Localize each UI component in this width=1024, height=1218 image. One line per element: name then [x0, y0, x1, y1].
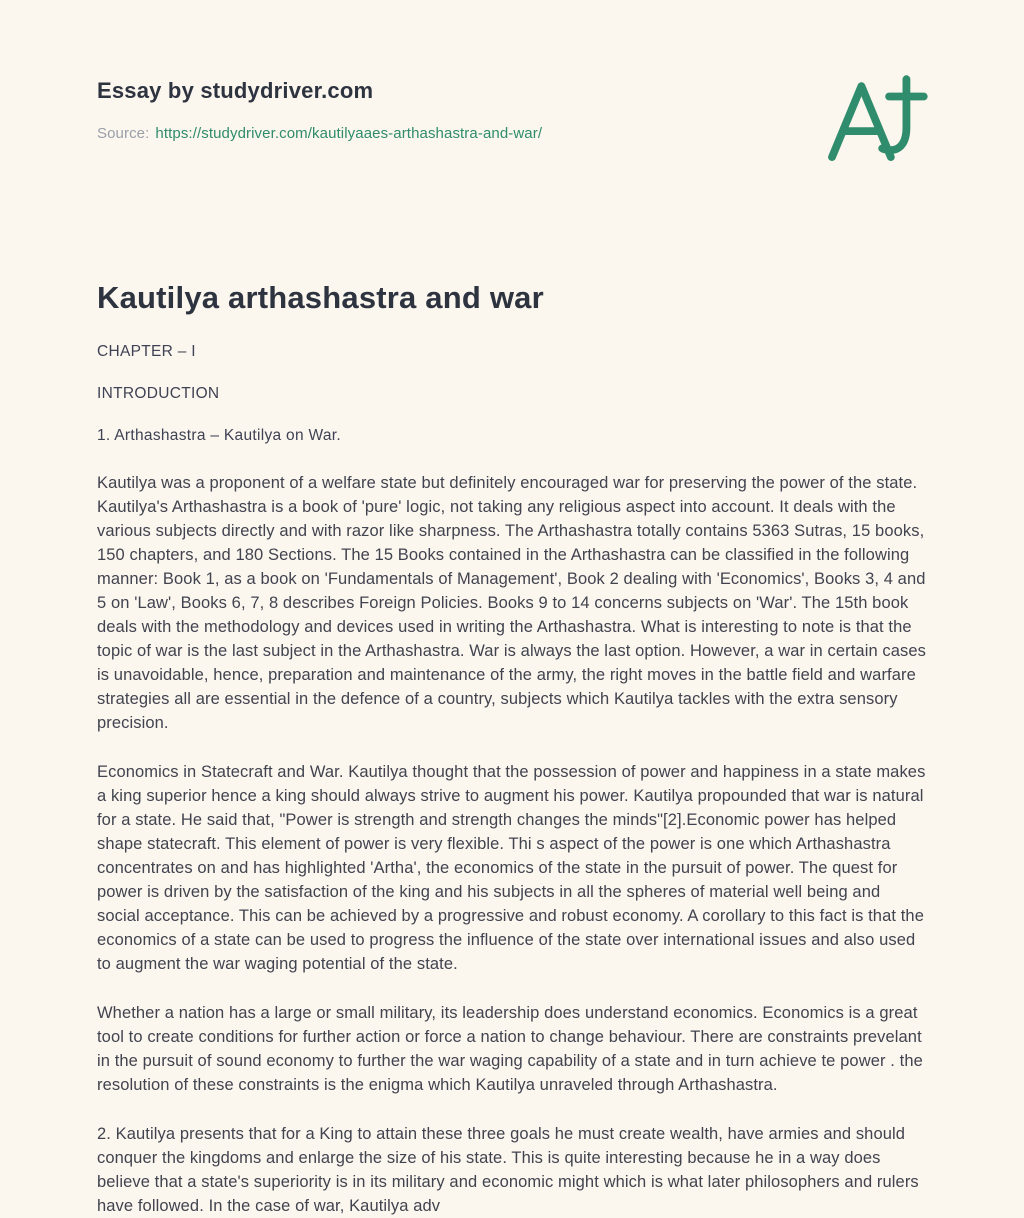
- essay-title: Kautilya arthashastra and war: [97, 280, 544, 315]
- document-body: [97, 280, 927, 1218]
- source-label: Source:: [97, 125, 150, 142]
- section-heading: 1. Arthashastra – Kautilya on War.: [97, 427, 341, 444]
- paragraph-3: Whether a nation has a large or small military, its leadership does understand economics. Economics is a great tool to create conditions for further action or force a nation to change behaviour. There are constraints prevelant in the pursuit of sound economy to further the war waging capability of a state and in turn achieve te power . the resolution of these constraints is the enigma which Kautilya unraveled through Arthashastra.: [97, 1004, 923, 1094]
- studydriver-logo-icon: [825, 74, 929, 164]
- source-url-link[interactable]: https://studydriver.com/kautilyaaes-arthashastra-and-war/: [155, 125, 543, 142]
- source-line: [97, 125, 542, 142]
- byline: Essay by studydriver.com: [97, 78, 374, 103]
- page-header: [97, 78, 927, 164]
- header-text: [97, 78, 542, 142]
- paragraph-2: Economics in Statecraft and War. Kautilya thought that the possession of power and happiness in a state makes a king superior hence a king should always strive to augment his power. Kautilya propounded that war is natural for a state. He said that, "Power is strength and strength changes the minds"[2].Economic power has helped shape statecraft. This element of power is very flexible. Thi s aspect of the power is one which Arthashastra concentrates on and has highlighted 'Artha', the economics of the state in the pursuit of power. The quest for power is driven by the satisfaction of the king and his subjects in all the spheres of material well being and social acceptance. This can be achieved by a progressive and robust economy. A corollary to this fact is that the economics of a state can be used to progress the influence of the state over international issues and also used to augment the war waging potential of the state.: [97, 763, 926, 973]
- chapter-line: CHAPTER – I: [97, 343, 196, 360]
- paragraph-4: 2. Kautilya presents that for a King to attain these three goals he must create wealth, have armies and should conquer the kingdoms and enlarge the size of his state. This is quite interesting because he in a way does believe that a state's superiority is in its military and economic might which is what later philosophers and rulers have followed. In the case of war, Kautilya adv: [97, 1125, 919, 1215]
- paragraph-1: Kautilya was a proponent of a welfare state but definitely encouraged war for preserving the power of the state. Kautilya's Arthashastra is a book of 'pure' logic, not taking any religious aspect into account. It deals with the various subjects directly and with razor like sharpness. The Arthashastra totally contains 5363 Sutras, 15 books, 150 chapters, and 180 Sections. The 15 Books contained in the Arthashastra can be classified in the following manner: Book 1, as a book on 'Fundamentals of Management', Book 2 dealing with 'Economics', Books 3, 4 and 5 on 'Law', Books 6, 7, 8 describes Foreign Policies. Books 9 to 14 concerns subjects on 'War'. The 15th book deals with the methodology and devices used in writing the Arthashastra. What is interesting to note is that the topic of war is the last subject in the Arthashastra. War is always the last option. However, a war in certain cases is unavoidable, hence, preparation and maintenance of the army, the right moves in the battle field and warfare strategies all are essential in the defence of a country, subjects which Kautilya tackles with the extra sensory precision.: [97, 474, 927, 732]
- introduction-line: INTRODUCTION: [97, 385, 220, 402]
